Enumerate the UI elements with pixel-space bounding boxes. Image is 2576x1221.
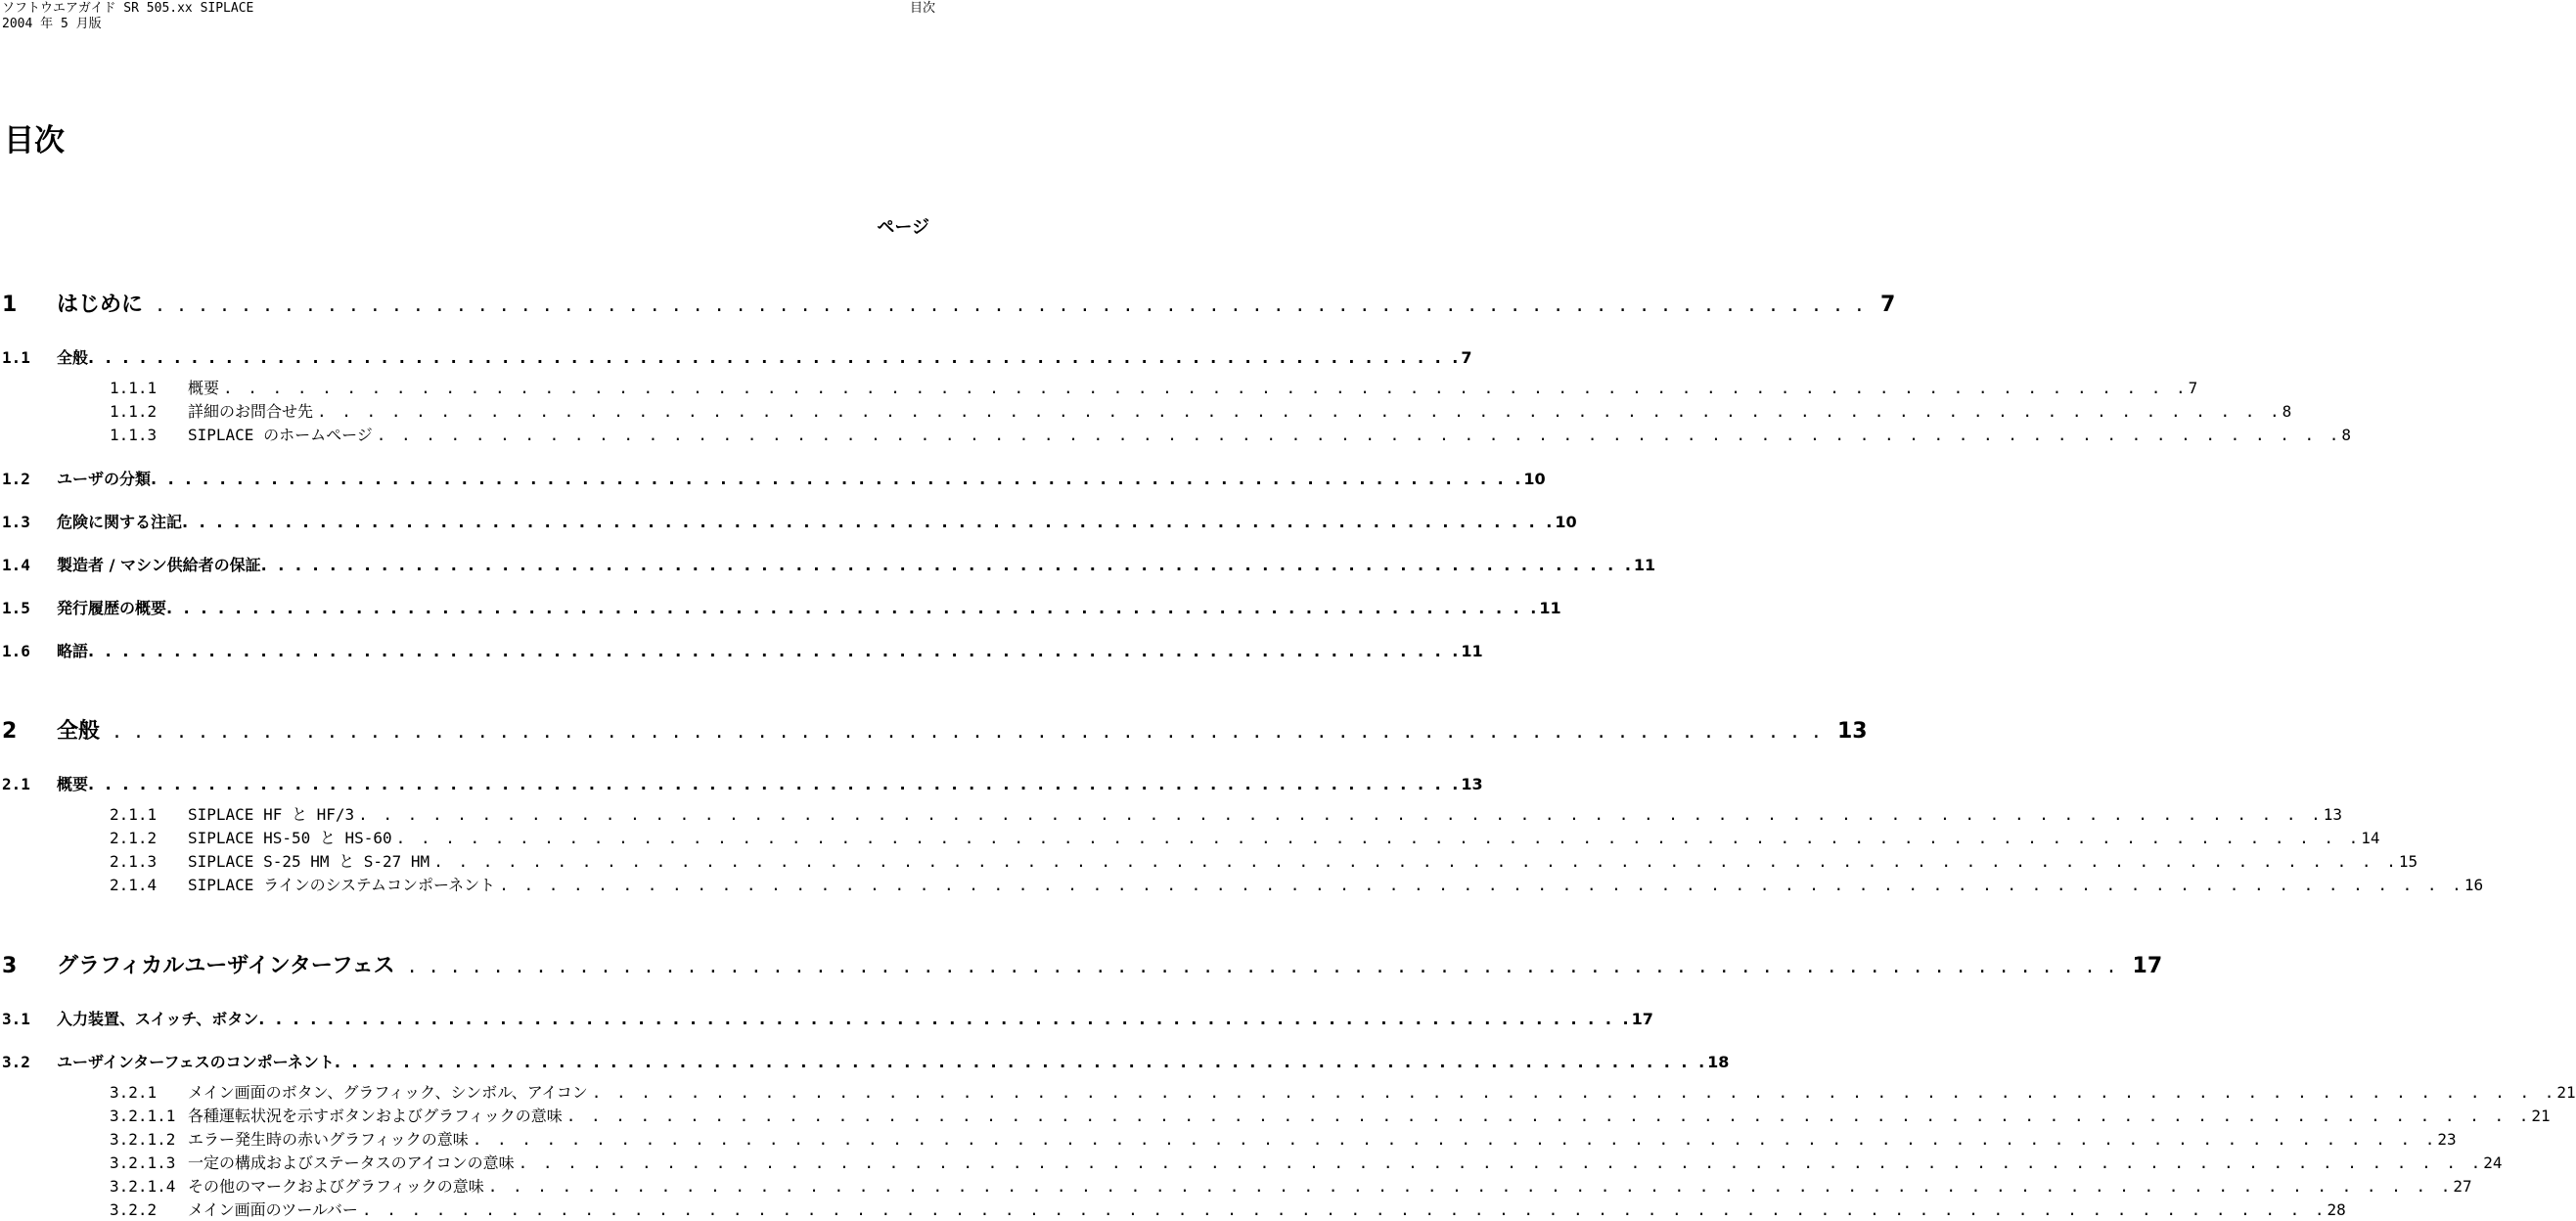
- toc-dot-leader: . . . . . . . . . . . . . . . . . . . . . . . . . . . . . . . . . . . . . . . . . . . . . . . . . . . . . . . . . . . . . . . . . . . . . . . . . . . . . . . .: [317, 402, 2282, 421]
- toc-entry-title: その他のマークおよびグラフィックの意味: [188, 1177, 484, 1196]
- toc-entry[interactable]: [0, 828, 2380, 849]
- toc-entry[interactable]: [0, 378, 2198, 399]
- toc-entry-title: はじめに: [57, 293, 144, 317]
- toc-entry-title: メイン画面のツールバー: [188, 1200, 358, 1219]
- toc-dot-leader: . . . . . . . . . . . . . . . . . . . . . . . . . . . . . . . . . . . . . . . . . . . . . . . . . . . . . . . . . . . . . . . . . . . . . . . . . . . . . . . .: [408, 954, 2119, 978]
- toc-entry-page: 8: [2341, 426, 2352, 444]
- toc-entry-number: 3.1: [2, 1010, 30, 1028]
- toc-entry-number: 3.2: [2, 1053, 30, 1071]
- toc-entry-title: SIPLACE のホームページ: [188, 426, 373, 444]
- toc-entry-page: 21: [2556, 1083, 2576, 1102]
- toc-entry[interactable]: [0, 774, 1483, 795]
- toc-entry-title: 略語: [57, 642, 89, 660]
- toc-entry-page: 23: [2437, 1130, 2457, 1149]
- page-title: 目次: [4, 123, 65, 158]
- toc-entry[interactable]: [0, 718, 1868, 746]
- toc-entry[interactable]: [0, 851, 2418, 873]
- toc-dot-leader: . . . . . . . . . . . . . . . . . . . . . . . . . . . . . . . . . . . . . . . . . . . . . . . . . . . . . . . . . . . . . . . . . . . . . . . . . . . . . . . .: [157, 293, 1867, 317]
- toc-entry[interactable]: [0, 598, 1561, 619]
- toc-entry[interactable]: [0, 1129, 2457, 1151]
- toc-entry-page: 11: [1539, 599, 1561, 617]
- toc-entry-number: 1.4: [2, 556, 30, 574]
- toc-entry-title: 製造者 / マシン供給者の保証: [57, 556, 261, 574]
- toc-entry-title: 各種運転状況を示すボタンおよびグラフィックの意味: [188, 1107, 563, 1125]
- toc-entry[interactable]: [0, 292, 1896, 319]
- toc-dot-leader: . . . . . . . . . . . . . . . . . . . . . . . . . . . . . . . . . . . . . . . . . . . . . . . . . . . . . . . . . . . . . . . . . . . . . . . . . . . . . . . .: [88, 775, 1462, 793]
- toc-entry-title: ユーザの分類: [57, 470, 152, 488]
- toc-entry-number: 3.2.1.2: [110, 1130, 176, 1149]
- toc-entry-page: 13: [1836, 719, 1868, 744]
- toc-entry-number: 1: [2, 293, 18, 317]
- toc-entry-number: 1.1.3: [110, 426, 158, 444]
- header-document-title: ソフトウエアガイド SR 505.xx SIPLACE: [2, 1, 254, 16]
- toc-entry-page: 16: [2463, 876, 2484, 894]
- toc-entry-number: 3.2.1.1: [110, 1107, 176, 1125]
- toc-entry[interactable]: [0, 401, 2292, 423]
- toc-dot-leader: . . . . . . . . . . . . . . . . . . . . . . . . . . . . . . . . . . . . . . . . . . . . . . . . . . . . . . . . . . . . . . . . . . . . . . . . . . . . . . . .: [223, 379, 2189, 397]
- toc-dot-leader: . . . . . . . . . . . . . . . . . . . . . . . . . . . . . . . . . . . . . . . . . . . . . . . . . . . . . . . . . . . . . . . . . . . . . . . . . . . . . . . .: [499, 876, 2464, 894]
- page-column-label: ページ: [877, 217, 929, 238]
- toc-entry-title: SIPLACE ラインのシステムコンポーネント: [188, 876, 496, 894]
- toc-dot-leader: . . . . . . . . . . . . . . . . . . . . . . . . . . . . . . . . . . . . . . . . . . . . . . . . . . . . . . . . . . . . . . . . . . . . . . . . . . . . . . . .: [166, 599, 1540, 617]
- toc-entry-number: 1.5: [2, 599, 30, 617]
- toc-entry-number: 2.1.1: [110, 805, 158, 824]
- toc-entry[interactable]: [0, 875, 2484, 896]
- toc-entry-number: 3.2.2: [110, 1200, 158, 1219]
- toc-dot-leader: . . . . . . . . . . . . . . . . . . . . . . . . . . . . . . . . . . . . . . . . . . . . . . . . . . . . . . . . . . . . . . . . . . . . . . . . . . . . . . . .: [487, 1177, 2454, 1196]
- toc-entry-number: 1.1.2: [110, 402, 158, 421]
- toc-dot-leader: . . . . . . . . . . . . . . . . . . . . . . . . . . . . . . . . . . . . . . . . . . . . . . . . . . . . . . . . . . . . . . . . . . . . . . . . . . . . . . . .: [591, 1083, 2557, 1102]
- toc-entry-page: 13: [2323, 805, 2343, 824]
- toc-entry-page: 10: [1523, 470, 1546, 488]
- toc-dot-leader: . . . . . . . . . . . . . . . . . . . . . . . . . . . . . . . . . . . . . . . . . . . . . . . . . . . . . . . . . . . . . . . . . . . . . . . . . . . . . . . .: [358, 805, 2324, 824]
- toc-entry-page: 17: [1631, 1010, 1653, 1028]
- toc-entry-number: 1.1.1: [110, 379, 158, 397]
- toc-dot-leader: . . . . . . . . . . . . . . . . . . . . . . . . . . . . . . . . . . . . . . . . . . . . . . . . . . . . . . . . . . . . . . . . . . . . . . . . . . . . . . . .: [151, 470, 1524, 488]
- toc-entry-title: 発行履歴の概要: [57, 599, 167, 617]
- toc-entry-number: 2.1.2: [110, 829, 158, 847]
- toc-entry-number: 3.2.1.4: [110, 1177, 176, 1196]
- toc-entry-title: 概要: [57, 775, 89, 793]
- toc-entry-page: 11: [1633, 556, 1656, 574]
- toc-entry-title: 全般: [57, 348, 89, 367]
- toc-entry-number: 1.3: [2, 513, 30, 531]
- toc-entry-page: 24: [2483, 1153, 2503, 1172]
- toc-dot-leader: . . . . . . . . . . . . . . . . . . . . . . . . . . . . . . . . . . . . . . . . . . . . . . . . . . . . . . . . . . . . . . . . . . . . . . . . . . . . . . . .: [113, 719, 1824, 744]
- toc-entry-page: 28: [2327, 1200, 2346, 1219]
- toc-entry-page: 17: [2132, 954, 2163, 978]
- toc-entry[interactable]: [0, 953, 2163, 980]
- toc-entry-page: 7: [1879, 293, 1896, 317]
- toc-dot-leader: . . . . . . . . . . . . . . . . . . . . . . . . . . . . . . . . . . . . . . . . . . . . . . . . . . . . . . . . . . . . . . . . . . . . . . . . . . . . . . . .: [565, 1107, 2532, 1125]
- toc-dot-leader: . . . . . . . . . . . . . . . . . . . . . . . . . . . . . . . . . . . . . . . . . . . . . . . . . . . . . . . . . . . . . . . . . . . . . . . . . . . . . . . .: [88, 642, 1462, 660]
- toc-entry-title: 詳細のお問合せ先: [188, 402, 314, 421]
- toc-entry-page: 18: [1707, 1053, 1730, 1071]
- toc-entry[interactable]: [0, 1199, 2346, 1221]
- toc-entry-page: 14: [2361, 829, 2380, 847]
- toc-entry-title: SIPLACE HF と HF/3: [188, 805, 355, 824]
- toc-entry-title: 全般: [57, 719, 101, 744]
- toc-entry-number: 1.1: [2, 348, 30, 367]
- toc-entry-number: 1.2: [2, 470, 30, 488]
- toc-dot-leader: . . . . . . . . . . . . . . . . . . . . . . . . . . . . . . . . . . . . . . . . . . . . . . . . . . . . . . . . . . . . . . . . . . . . . . . . . . . . . . . .: [472, 1130, 2438, 1149]
- toc-entry-number: 2: [2, 719, 18, 744]
- toc-entry[interactable]: [0, 425, 2352, 446]
- toc-entry[interactable]: [0, 1009, 1653, 1030]
- toc-dot-leader: . . . . . . . . . . . . . . . . . . . . . . . . . . . . . . . . . . . . . . . . . . . . . . . . . . . . . . . . . . . . . . . . . . . . . . . . . . . . . . . .: [88, 348, 1462, 367]
- toc-dot-leader: . . . . . . . . . . . . . . . . . . . . . . . . . . . . . . . . . . . . . . . . . . . . . . . . . . . . . . . . . . . . . . . . . . . . . . . . . . . . . . . .: [334, 1053, 1708, 1071]
- toc-entry-title: 危険に関する注記: [57, 513, 183, 531]
- toc-entry[interactable]: [0, 1153, 2503, 1174]
- toc-entry-page: 27: [2453, 1177, 2472, 1196]
- toc-dot-leader: . . . . . . . . . . . . . . . . . . . . . . . . . . . . . . . . . . . . . . . . . . . . . . . . . . . . . . . . . . . . . . . . . . . . . . . . . . . . . . . .: [182, 513, 1556, 531]
- toc-entry-page: 21: [2531, 1107, 2551, 1125]
- toc-entry-title: グラフィカルユーザインターフェス: [57, 954, 395, 978]
- toc-entry[interactable]: [0, 1052, 1730, 1073]
- toc-entry-page: 11: [1461, 642, 1483, 660]
- toc-entry[interactable]: [0, 469, 1546, 490]
- toc-entry-number: 2.1.3: [110, 852, 158, 871]
- toc-dot-leader: . . . . . . . . . . . . . . . . . . . . . . . . . . . . . . . . . . . . . . . . . . . . . . . . . . . . . . . . . . . . . . . . . . . . . . . . . . . . . . . .: [395, 829, 2362, 847]
- toc-dot-leader: . . . . . . . . . . . . . . . . . . . . . . . . . . . . . . . . . . . . . . . . . . . . . . . . . . . . . . . . . . . . . . . . . . . . . . . . . . . . . . . .: [518, 1153, 2484, 1172]
- toc-entry-page: 13: [1461, 775, 1483, 793]
- toc-entry-number: 3.2.1.3: [110, 1153, 176, 1172]
- toc-dot-leader: . . . . . . . . . . . . . . . . . . . . . . . . . . . . . . . . . . . . . . . . . . . . . . . . . . . . . . . . . . . . . . . . . . . . . . . . . . . . . . . .: [376, 426, 2342, 444]
- toc-entry-page: 7: [1461, 348, 1472, 367]
- toc-entry-page: 7: [2188, 379, 2198, 397]
- toc-entry[interactable]: [0, 1106, 2551, 1127]
- toc-entry-number: 1.6: [2, 642, 30, 660]
- toc-entry-number: 2.1.4: [110, 876, 158, 894]
- toc-entry-title: SIPLACE S-25 HM と S-27 HM: [188, 852, 430, 871]
- toc-entry[interactable]: [0, 347, 1472, 369]
- toc-entry[interactable]: [0, 641, 1483, 662]
- toc-entry[interactable]: [0, 804, 2343, 826]
- toc-entry-title: 概要: [188, 379, 220, 397]
- toc-entry-title: メイン画面のボタン、グラフィック、シンボル、アイコン: [188, 1083, 588, 1102]
- toc-entry-title: ユーザインターフェスのコンポーネント: [57, 1053, 335, 1071]
- toc-entry-title: エラー発生時の赤いグラフィックの意味: [188, 1130, 469, 1149]
- toc-entry-title: SIPLACE HS-50 と HS-60: [188, 829, 392, 847]
- toc-dot-leader: . . . . . . . . . . . . . . . . . . . . . . . . . . . . . . . . . . . . . . . . . . . . . . . . . . . . . . . . . . . . . . . . . . . . . . . . . . . . . . . .: [361, 1200, 2327, 1219]
- toc-entry-page: 10: [1555, 513, 1577, 531]
- toc-entry-number: 3.2.1: [110, 1083, 158, 1102]
- toc-entry[interactable]: [0, 1176, 2472, 1198]
- toc-entry[interactable]: [0, 512, 1577, 533]
- toc-entry[interactable]: [0, 555, 1656, 576]
- toc-entry-page: 8: [2282, 402, 2292, 421]
- toc-dot-leader: . . . . . . . . . . . . . . . . . . . . . . . . . . . . . . . . . . . . . . . . . . . . . . . . . . . . . . . . . . . . . . . . . . . . . . . . . . . . . . . .: [433, 852, 2399, 871]
- toc-entry-number: 3: [2, 954, 18, 978]
- header-edition-date: 2004 年 5 月版: [2, 17, 102, 31]
- toc-entry-title: 入力装置、スイッチ、ボタン: [57, 1010, 259, 1028]
- toc-entry[interactable]: [0, 1082, 2576, 1104]
- toc-entry-title: 一定の構成およびステータスのアイコンの意味: [188, 1153, 515, 1172]
- toc-dot-leader: . . . . . . . . . . . . . . . . . . . . . . . . . . . . . . . . . . . . . . . . . . . . . . . . . . . . . . . . . . . . . . . . . . . . . . . . . . . . . . . .: [260, 556, 1634, 574]
- header-section-name: 目次: [909, 1, 935, 16]
- toc-dot-leader: . . . . . . . . . . . . . . . . . . . . . . . . . . . . . . . . . . . . . . . . . . . . . . . . . . . . . . . . . . . . . . . . . . . . . . . . . . . . . . . .: [258, 1010, 1632, 1028]
- toc-entry-page: 15: [2398, 852, 2418, 871]
- toc-entry-number: 2.1: [2, 775, 30, 793]
